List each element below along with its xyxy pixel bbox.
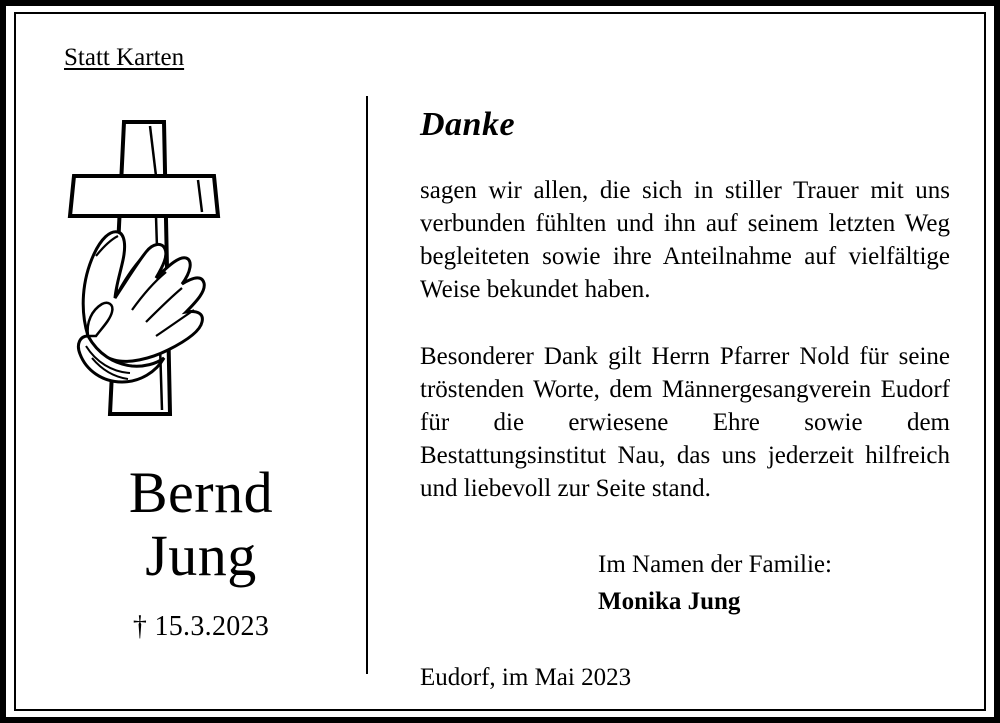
deceased-name (46, 462, 356, 587)
family-signer-name: Monika Jung (598, 587, 741, 615)
left-column (46, 96, 356, 676)
deceased-first-name: Bernd (128, 460, 274, 525)
card-content (16, 14, 984, 709)
thank-you-paragraph-1: sagen wir allen, die sich in stiller Trauer mit uns verbunden fühlten und ihn auf seinem letzten Weg begleiteten sowie ihre Anteilnahme auf vielfältige Weise bekundet haben. (420, 177, 950, 303)
death-date: † 15.3.2023 (132, 611, 270, 643)
family-intro-text: Im Namen der Familie: (598, 551, 832, 578)
right-column (368, 96, 956, 691)
statt-karten-heading: Statt Karten (64, 44, 185, 71)
family-signature (420, 549, 956, 618)
thank-you-paragraph-2: Besonderer Dank gilt Herrn Pfarrer Nold für seine tröstenden Worte, dem Männergesangverein Eudorf für die erwiesene Ehre sowie dem Bestattungsinstitut Nau, das uns jederzeit hilfreich und liebevoll zur Seite stand. (420, 343, 950, 502)
deceased-last-name: Jung (145, 522, 257, 588)
two-column-layout (46, 96, 956, 691)
thank-you-title: Danke (420, 106, 516, 143)
place-and-date: Eudorf, im Mai 2023 (420, 664, 632, 691)
cross-with-praying-hands-icon (46, 114, 346, 444)
